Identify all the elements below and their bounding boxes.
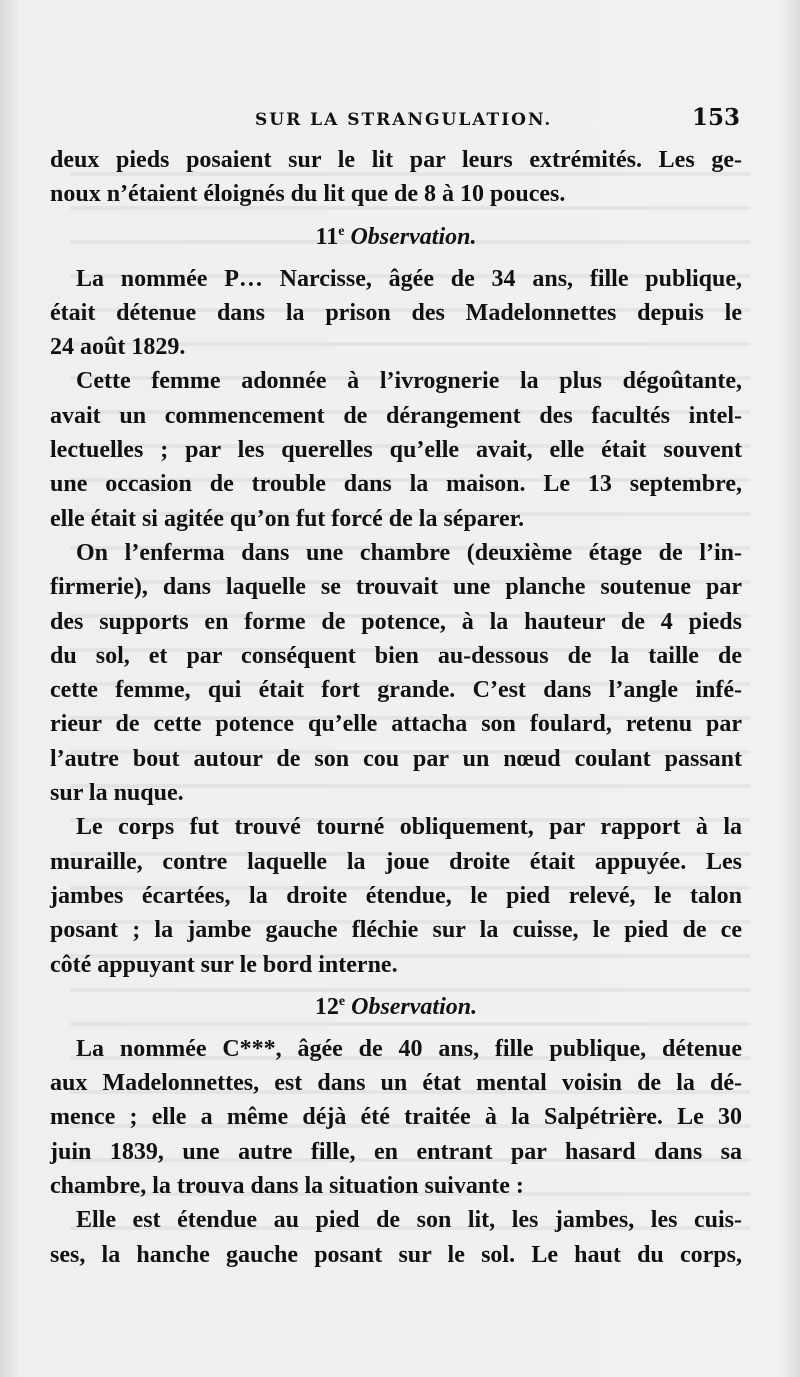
text-line: sur la nuque. [50,780,184,807]
section-heading-11 [50,212,742,250]
text-line: Cette femme adonnée à l’ivrognerie la plus dégoûtante, [76,368,742,395]
text-line: juin 1839, une autre fille, en entrant par hasard dans sa [50,1138,742,1165]
text-line: noux n’étaient éloignés du lit que de 8 à 10 pouces. [50,181,566,208]
text-line: 24 août 1829. [50,334,186,361]
spacer [50,1020,742,1032]
section-heading-12 [50,982,742,1020]
text-line: jambes écartées, la droite étendue, le pied relevé, le talon [50,882,742,909]
observation-title: Observation. [351,993,478,1020]
text-line: Le corps fut trouvé tourné obliquement, par rapport à la [76,814,742,841]
observation-number: 11e [315,223,345,250]
text-line: muraille, contre laquelle la joue droite était appuyée. Les [50,848,742,875]
spacer [50,250,742,262]
text-line: côté appuyant sur le bord interne. [50,951,398,978]
body-text [50,143,742,1272]
text-line: La nommée C***, âgée de 40 ans, fille publique, détenue [76,1035,742,1062]
text-line: ses, la hanche gauche posant sur le sol. Le haut du corps, [50,1241,742,1268]
text-line: deux pieds posaient sur le lit par leurs extrémités. Les ge- [50,147,742,173]
text-line: était détenue dans la prison des Madelonnettes depuis le [50,299,742,326]
page-header [50,104,740,140]
ordinal-suffix: e [338,223,345,239]
text-line: elle était si agitée qu’on fut forcé de la séparer. [50,505,525,532]
observation-title: Observation. [350,223,477,250]
text-line: du sol, et par conséquent bien au-dessous de la taille de [50,642,742,669]
text-line: des supports en forme de potence, à la hauteur de 4 pieds [50,608,742,635]
text-line: La nommée P… Narcisse, âgée de 34 ans, fille publique, [76,265,742,292]
text-line: l’autre bout autour de son cou par un nœud coulant passant [50,745,742,772]
running-title: SUR LA STRANGULATION. [255,110,553,130]
text-line: avait un commencement de dérangement des facultés intel- [50,402,742,429]
text-line: lectuelles ; par les querelles qu’elle avait, elle était souvent [50,437,742,464]
text-line: rieur de cette potence qu’elle attacha son foulard, retenu par [50,711,742,738]
observation-number: 12e [314,993,346,1020]
text-line: mence ; elle a même déjà été traitée à la Salpétrière. Le 30 [50,1104,742,1131]
text-line: chambre, la trouva dans la situation suivante : [50,1173,524,1200]
text-line: une occasion de trouble dans la maison. Le 13 septembre, [50,471,742,498]
page-number: 153 [691,104,740,131]
text-line: cette femme, qui était fort grande. C’est dans l’angle infé- [50,677,742,704]
text-line: firmerie), dans laquelle se trouvait une planche soutenue par [50,574,742,601]
text-line: aux Madelonnettes, est dans un état mental voisin de la dé- [50,1070,742,1097]
text-line: Elle est étendue au pied de son lit, les jambes, les cuis- [76,1207,742,1234]
text-line: On l’enferma dans une chambre (deuxième étage de l’in- [76,539,742,566]
text-line: posant ; la jambe gauche fléchie sur la cuisse, le pied de ce [50,917,742,944]
ordinal-suffix: e [338,993,346,1009]
